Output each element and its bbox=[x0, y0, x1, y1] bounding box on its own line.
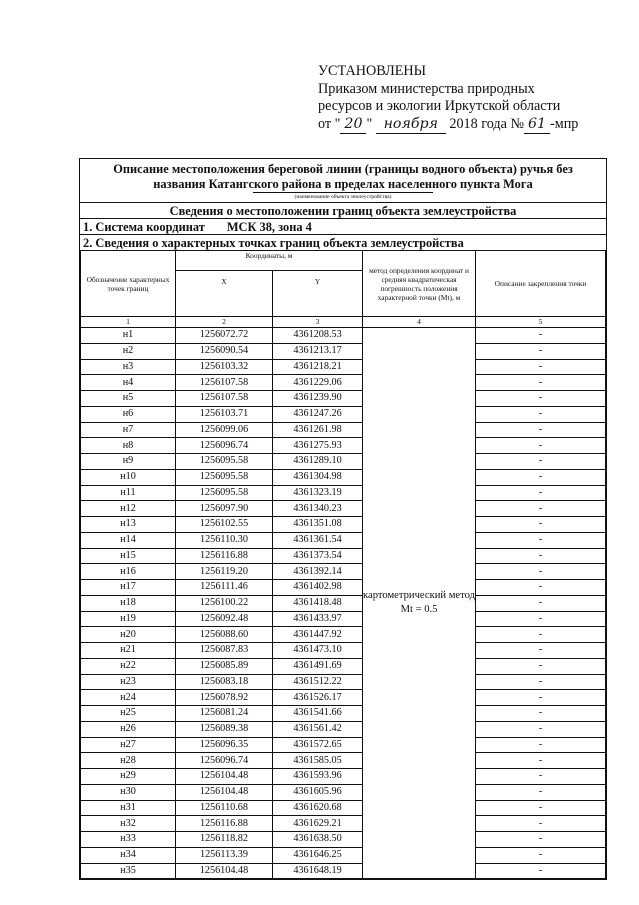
y-coordinate-cell: 4361373.54 bbox=[273, 548, 363, 564]
table-row bbox=[81, 721, 606, 737]
approval-ministry-line: ресурсов и экологии Иркутской области bbox=[318, 98, 561, 114]
y-coordinate-cell: 4361247.26 bbox=[273, 406, 363, 422]
point-name-cell: н15 bbox=[81, 548, 176, 564]
table-row bbox=[81, 328, 606, 344]
point-name-cell: н30 bbox=[81, 784, 176, 800]
fixing-cell: - bbox=[476, 627, 606, 643]
point-name-cell: н34 bbox=[81, 847, 176, 863]
x-coordinate-cell: 1256083.18 bbox=[176, 674, 273, 690]
fixing-cell: - bbox=[476, 753, 606, 769]
point-name-cell: н22 bbox=[81, 658, 176, 674]
y-coordinate-cell: 4361213.17 bbox=[273, 343, 363, 359]
point-name-cell: н11 bbox=[81, 485, 176, 501]
point-name-cell: н3 bbox=[81, 359, 176, 375]
x-coordinate-cell: 1256092.48 bbox=[176, 611, 273, 627]
point-name-cell: н26 bbox=[81, 721, 176, 737]
y-coordinate-cell: 4361491.69 bbox=[273, 658, 363, 674]
fixing-cell: - bbox=[476, 674, 606, 690]
coordinate-system-value: МСК 38, зона 4 bbox=[226, 220, 312, 234]
x-coordinate-cell: 1256116.88 bbox=[176, 548, 273, 564]
y-coordinate-cell: 4361526.17 bbox=[273, 690, 363, 706]
approval-suffix: -мпр bbox=[550, 115, 579, 132]
document-subtitle: (наименование объекта землеустройства) bbox=[294, 194, 392, 200]
point-name-cell: н10 bbox=[81, 469, 176, 485]
point-name-cell: н33 bbox=[81, 832, 176, 848]
point-name-cell: н27 bbox=[81, 737, 176, 753]
boundary-description-document bbox=[79, 158, 607, 880]
points-section-title: 2. Сведения о характерных точках границ объекта землеустройства bbox=[83, 236, 464, 250]
column-number: 5 bbox=[476, 317, 606, 328]
x-coordinate-cell: 1256100.22 bbox=[176, 595, 273, 611]
fixing-cell: - bbox=[476, 485, 606, 501]
fixing-cell: - bbox=[476, 658, 606, 674]
fixing-cell: - bbox=[476, 343, 606, 359]
header-fixing: Описание закрепления точки bbox=[476, 251, 606, 317]
point-name-cell: н14 bbox=[81, 532, 176, 548]
y-coordinate-cell: 4361473.10 bbox=[273, 643, 363, 659]
table-row bbox=[81, 800, 606, 816]
x-coordinate-cell: 1256095.58 bbox=[176, 469, 273, 485]
point-name-cell: н19 bbox=[81, 611, 176, 627]
point-name-cell: н9 bbox=[81, 454, 176, 470]
fixing-cell: - bbox=[476, 375, 606, 391]
approval-from: от " bbox=[318, 115, 341, 132]
fixing-cell: - bbox=[476, 406, 606, 422]
y-coordinate-cell: 4361361.54 bbox=[273, 532, 363, 548]
y-coordinate-cell: 4361593.96 bbox=[273, 769, 363, 785]
fixing-cell: - bbox=[476, 595, 606, 611]
y-coordinate-cell: 4361229.06 bbox=[273, 375, 363, 391]
x-coordinate-cell: 1256113.39 bbox=[176, 847, 273, 863]
fixing-cell: - bbox=[476, 737, 606, 753]
y-coordinate-cell: 4361585.05 bbox=[273, 753, 363, 769]
y-coordinate-cell: 4361392.14 bbox=[273, 564, 363, 580]
table-row bbox=[81, 501, 606, 517]
x-coordinate-cell: 1256103.32 bbox=[176, 359, 273, 375]
document-title: Описание местоположения береговой линии (границы водного объекта) ручья без названия Катангского района в пределах населенного пункта Мога bbox=[113, 162, 573, 191]
y-coordinate-cell: 4361447.92 bbox=[273, 627, 363, 643]
points-table-body bbox=[81, 328, 606, 879]
fixing-cell: - bbox=[476, 847, 606, 863]
fixing-cell: - bbox=[476, 501, 606, 517]
table-row bbox=[81, 359, 606, 375]
y-coordinate-cell: 4361638.50 bbox=[273, 832, 363, 848]
table-row bbox=[81, 832, 606, 848]
approval-month: ноября bbox=[376, 116, 446, 135]
y-coordinate-cell: 4361620.68 bbox=[273, 800, 363, 816]
y-coordinate-cell: 4361340.23 bbox=[273, 501, 363, 517]
fixing-cell: - bbox=[476, 517, 606, 533]
method-cell: картометрический метод Мt = 0.5 bbox=[363, 328, 476, 879]
x-coordinate-cell: 1256095.58 bbox=[176, 485, 273, 501]
fixing-cell: - bbox=[476, 469, 606, 485]
fixing-cell: - bbox=[476, 548, 606, 564]
y-coordinate-cell: 4361261.98 bbox=[273, 422, 363, 438]
fixing-cell: - bbox=[476, 532, 606, 548]
x-coordinate-cell: 1256090.54 bbox=[176, 343, 273, 359]
fixing-cell: - bbox=[476, 643, 606, 659]
y-coordinate-cell: 4361218.21 bbox=[273, 359, 363, 375]
approval-year: 2018 года № bbox=[449, 115, 525, 132]
x-coordinate-cell: 1256089.38 bbox=[176, 721, 273, 737]
point-name-cell: н20 bbox=[81, 627, 176, 643]
table-row bbox=[81, 769, 606, 785]
point-name-cell: н16 bbox=[81, 564, 176, 580]
table-row bbox=[81, 391, 606, 407]
approval-stamp bbox=[318, 63, 618, 134]
y-coordinate-cell: 4361289.10 bbox=[273, 454, 363, 470]
header-coords: Координаты, м bbox=[176, 251, 363, 271]
table-row bbox=[81, 548, 606, 564]
approval-heading: УСТАНОВЛЕНЫ bbox=[318, 63, 427, 79]
header-y: Y bbox=[273, 271, 363, 317]
x-coordinate-cell: 1256088.60 bbox=[176, 627, 273, 643]
x-coordinate-cell: 1256107.58 bbox=[176, 375, 273, 391]
y-coordinate-cell: 4361304.98 bbox=[273, 469, 363, 485]
approval-day: 20 bbox=[340, 116, 366, 135]
point-name-cell: н24 bbox=[81, 690, 176, 706]
x-coordinate-cell: 1256102.55 bbox=[176, 517, 273, 533]
x-coordinate-cell: 1256078.92 bbox=[176, 690, 273, 706]
fixing-cell: - bbox=[476, 580, 606, 596]
table-row bbox=[81, 816, 606, 832]
point-name-cell: н28 bbox=[81, 753, 176, 769]
point-name-cell: н18 bbox=[81, 595, 176, 611]
point-name-cell: н1 bbox=[81, 328, 176, 344]
table-row bbox=[81, 517, 606, 533]
point-name-cell: н6 bbox=[81, 406, 176, 422]
table-row bbox=[81, 611, 606, 627]
x-coordinate-cell: 1256081.24 bbox=[176, 706, 273, 722]
x-coordinate-cell: 1256110.68 bbox=[176, 800, 273, 816]
table-row bbox=[81, 674, 606, 690]
fixing-cell: - bbox=[476, 328, 606, 344]
column-number: 3 bbox=[273, 317, 363, 328]
points-section-row bbox=[80, 234, 606, 250]
x-coordinate-cell: 1256087.83 bbox=[176, 643, 273, 659]
fixing-cell: - bbox=[476, 816, 606, 832]
point-name-cell: н29 bbox=[81, 769, 176, 785]
header-point: Обозначение характерных точек границ bbox=[81, 251, 176, 317]
point-name-cell: н5 bbox=[81, 391, 176, 407]
y-coordinate-cell: 4361275.93 bbox=[273, 438, 363, 454]
table-row bbox=[81, 469, 606, 485]
column-number: 1 bbox=[81, 317, 176, 328]
point-name-cell: н35 bbox=[81, 863, 176, 879]
fixing-cell: - bbox=[476, 422, 606, 438]
coordinate-system-label: 1. Система координат bbox=[83, 220, 205, 234]
x-coordinate-cell: 1256119.20 bbox=[176, 564, 273, 580]
table-row bbox=[81, 564, 606, 580]
table-row bbox=[81, 690, 606, 706]
column-number: 2 bbox=[176, 317, 273, 328]
fixing-cell: - bbox=[476, 706, 606, 722]
table-row bbox=[81, 343, 606, 359]
table-row bbox=[81, 627, 606, 643]
table-header-row bbox=[81, 251, 606, 271]
table-row bbox=[81, 643, 606, 659]
x-coordinate-cell: 1256096.35 bbox=[176, 737, 273, 753]
point-name-cell: н7 bbox=[81, 422, 176, 438]
fixing-cell: - bbox=[476, 784, 606, 800]
x-coordinate-cell: 1256095.58 bbox=[176, 454, 273, 470]
table-row bbox=[81, 438, 606, 454]
point-name-cell: н25 bbox=[81, 706, 176, 722]
point-name-cell: н2 bbox=[81, 343, 176, 359]
y-coordinate-cell: 4361433.97 bbox=[273, 611, 363, 627]
fixing-cell: - bbox=[476, 721, 606, 737]
y-coordinate-cell: 4361418.48 bbox=[273, 595, 363, 611]
approval-order-line: Приказом министерства природных bbox=[318, 80, 535, 97]
y-coordinate-cell: 4361208.53 bbox=[273, 328, 363, 344]
approval-date-line bbox=[318, 116, 618, 135]
fixing-cell: - bbox=[476, 359, 606, 375]
x-coordinate-cell: 1256116.88 bbox=[176, 816, 273, 832]
x-coordinate-cell: 1256104.48 bbox=[176, 863, 273, 879]
fixing-cell: - bbox=[476, 438, 606, 454]
fixing-cell: - bbox=[476, 391, 606, 407]
x-coordinate-cell: 1256107.58 bbox=[176, 391, 273, 407]
column-number: 4 bbox=[363, 317, 476, 328]
y-coordinate-cell: 4361646.25 bbox=[273, 847, 363, 863]
point-name-cell: н23 bbox=[81, 674, 176, 690]
table-row bbox=[81, 784, 606, 800]
point-name-cell: н13 bbox=[81, 517, 176, 533]
x-coordinate-cell: 1256104.48 bbox=[176, 769, 273, 785]
point-name-cell: н32 bbox=[81, 816, 176, 832]
table-row bbox=[81, 532, 606, 548]
table-row bbox=[81, 658, 606, 674]
x-coordinate-cell: 1256072.72 bbox=[176, 328, 273, 344]
fixing-cell: - bbox=[476, 564, 606, 580]
x-coordinate-cell: 1256097.90 bbox=[176, 501, 273, 517]
x-coordinate-cell: 1256118.82 bbox=[176, 832, 273, 848]
fixing-cell: - bbox=[476, 769, 606, 785]
approval-number: 61 bbox=[524, 116, 550, 135]
y-coordinate-cell: 4361629.21 bbox=[273, 816, 363, 832]
table-row bbox=[81, 580, 606, 596]
table-row bbox=[81, 485, 606, 501]
points-table bbox=[80, 250, 606, 879]
fixing-cell: - bbox=[476, 863, 606, 879]
header-x: X bbox=[176, 271, 273, 317]
point-name-cell: н17 bbox=[81, 580, 176, 596]
y-coordinate-cell: 4361239.90 bbox=[273, 391, 363, 407]
column-number-row bbox=[81, 317, 606, 328]
fixing-cell: - bbox=[476, 690, 606, 706]
table-row bbox=[81, 595, 606, 611]
approval-quote: " bbox=[366, 115, 373, 132]
table-row bbox=[81, 753, 606, 769]
y-coordinate-cell: 4361572.65 bbox=[273, 737, 363, 753]
point-name-cell: н12 bbox=[81, 501, 176, 517]
table-row bbox=[81, 375, 606, 391]
point-name-cell: н8 bbox=[81, 438, 176, 454]
x-coordinate-cell: 1256111.46 bbox=[176, 580, 273, 596]
y-coordinate-cell: 4361351.08 bbox=[273, 517, 363, 533]
fixing-cell: - bbox=[476, 454, 606, 470]
header-method: метод определения координат и средняя квадратическая погрешность положения характерной точки (Мt), м bbox=[363, 251, 476, 317]
y-coordinate-cell: 4361541.66 bbox=[273, 706, 363, 722]
table-row bbox=[81, 406, 606, 422]
x-coordinate-cell: 1256085.89 bbox=[176, 658, 273, 674]
y-coordinate-cell: 4361512.22 bbox=[273, 674, 363, 690]
point-name-cell: н4 bbox=[81, 375, 176, 391]
fixing-cell: - bbox=[476, 832, 606, 848]
table-row bbox=[81, 863, 606, 879]
table-row bbox=[81, 454, 606, 470]
y-coordinate-cell: 4361561.42 bbox=[273, 721, 363, 737]
fixing-cell: - bbox=[476, 800, 606, 816]
y-coordinate-cell: 4361648.19 bbox=[273, 863, 363, 879]
y-coordinate-cell: 4361323.19 bbox=[273, 485, 363, 501]
point-name-cell: н21 bbox=[81, 643, 176, 659]
table-row bbox=[81, 706, 606, 722]
x-coordinate-cell: 1256103.71 bbox=[176, 406, 273, 422]
section-title: Сведения о местоположении границ объекта землеустройства bbox=[80, 202, 606, 218]
x-coordinate-cell: 1256099.06 bbox=[176, 422, 273, 438]
point-name-cell: н31 bbox=[81, 800, 176, 816]
x-coordinate-cell: 1256096.74 bbox=[176, 438, 273, 454]
x-coordinate-cell: 1256110.30 bbox=[176, 532, 273, 548]
table-row bbox=[81, 847, 606, 863]
x-coordinate-cell: 1256104.48 bbox=[176, 784, 273, 800]
table-row bbox=[81, 737, 606, 753]
y-coordinate-cell: 4361402.98 bbox=[273, 580, 363, 596]
fixing-cell: - bbox=[476, 611, 606, 627]
y-coordinate-cell: 4361605.96 bbox=[273, 784, 363, 800]
x-coordinate-cell: 1256096.74 bbox=[176, 753, 273, 769]
table-row bbox=[81, 422, 606, 438]
coordinate-system-row bbox=[80, 218, 606, 234]
